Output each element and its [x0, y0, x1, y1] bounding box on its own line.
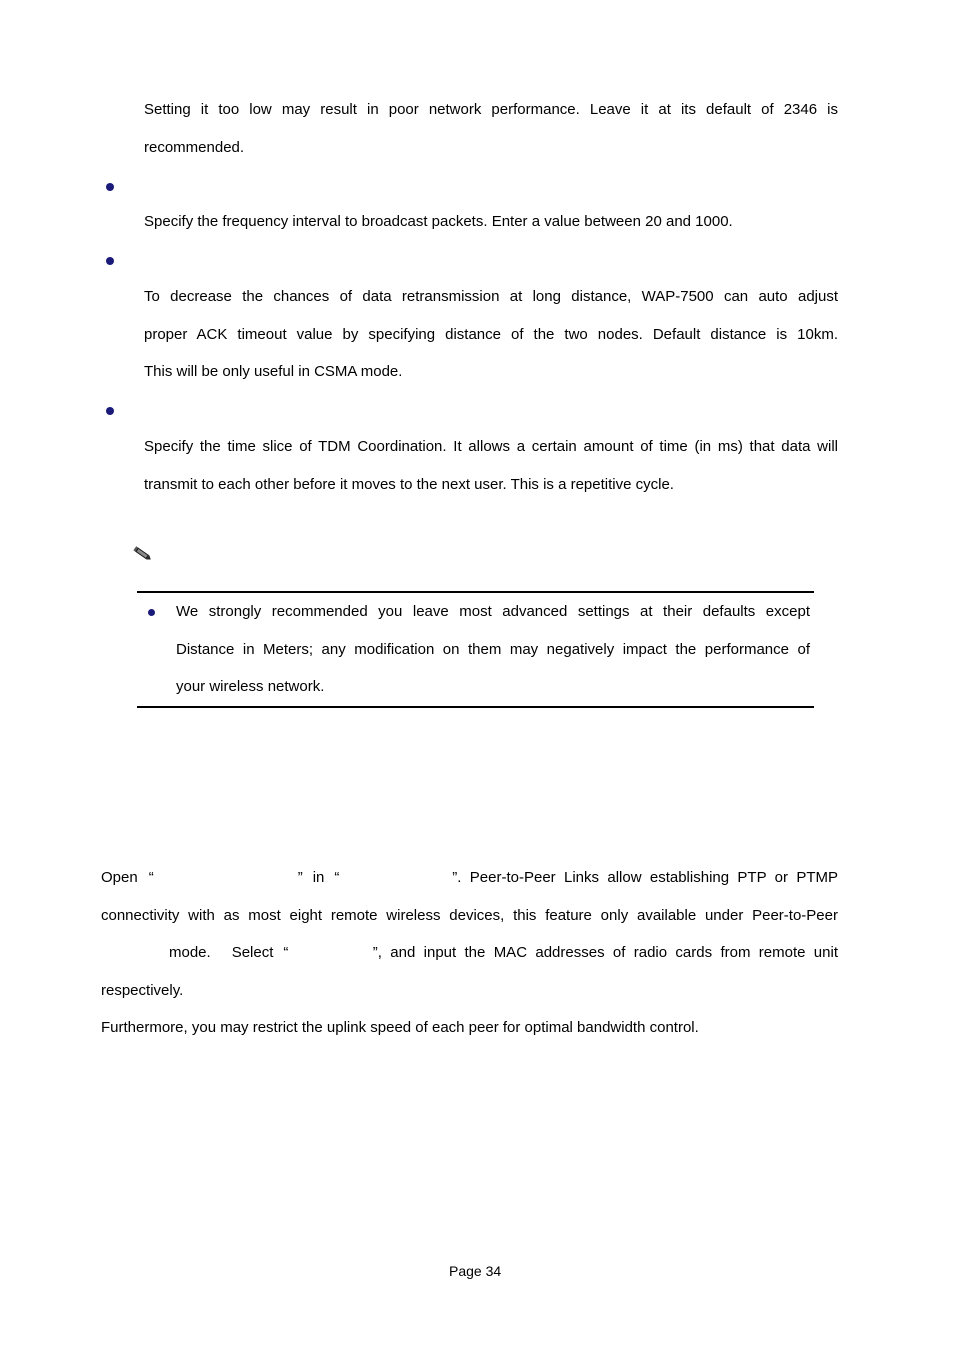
text-line: This will be only useful in CSMA mode.	[144, 363, 403, 380]
text-line: proper ACK timeout value by specifying distance of the two nodes. Default distance is 10km.	[144, 325, 838, 343]
text-line: To decrease the chances of data retransmission at long distance, WAP-7500 can auto adjust	[144, 288, 838, 305]
text-fragment: mode.	[169, 944, 211, 961]
text-line: transmit to each other before it moves to the next user. This is a repetitive cycle.	[144, 475, 674, 493]
text-line: recommended.	[144, 138, 245, 156]
peer-links-description	[101, 859, 838, 1047]
text-line	[101, 934, 838, 972]
text-line: Distance in Meters; any modification on them may negatively impact the performance of	[176, 640, 810, 658]
note-text	[176, 593, 810, 706]
rts-threshold-description	[144, 91, 838, 166]
text-fragment: “	[148, 869, 154, 886]
text-line: your wireless network.	[176, 678, 325, 695]
text-line: Specify the time slice of TDM Coordination. It allows a certain amount of time (in ms) that data will	[144, 438, 838, 455]
page-number: Page 34	[449, 1263, 502, 1279]
text-fragment: ”. Peer-to-Peer Links allow establishing PTP or PTMP	[452, 869, 838, 886]
distance-description	[144, 278, 838, 391]
bullet-icon	[106, 183, 114, 191]
text-line: connectivity with as most eight remote wireless devices, this feature only available under Peer-to-Peer	[101, 906, 838, 924]
text-fragment: “	[334, 869, 340, 886]
text-fragment: Select	[231, 944, 274, 961]
text-fragment: ”	[297, 869, 303, 886]
note-bottom-rule	[137, 706, 814, 708]
text-line: respectively.	[101, 981, 184, 999]
beacon-interval-description	[144, 203, 838, 241]
tdm-description	[144, 428, 838, 503]
text-line: Specify the frequency interval to broadcast packets. Enter a value between 20 and 1000.	[144, 213, 733, 230]
text-fragment: ”, and input the MAC addresses of radio cards from remote unit	[372, 944, 838, 961]
text-line: Setting it too low may result in poor network performance. Leave it at its default of 2346 is	[144, 101, 838, 118]
bullet-icon	[106, 407, 114, 415]
bullet-icon	[106, 257, 114, 265]
bullet-icon	[148, 609, 155, 616]
text-fragment: “	[283, 944, 289, 961]
text-fragment: Open	[101, 869, 138, 886]
pencil-icon	[133, 546, 153, 562]
text-line: We strongly recommended you leave most advanced settings at their defaults except	[176, 603, 810, 620]
text-line	[101, 859, 838, 897]
text-line: Furthermore, you may restrict the uplink speed of each peer for optimal bandwidth control.	[101, 1019, 699, 1036]
text-fragment: in	[312, 869, 325, 886]
